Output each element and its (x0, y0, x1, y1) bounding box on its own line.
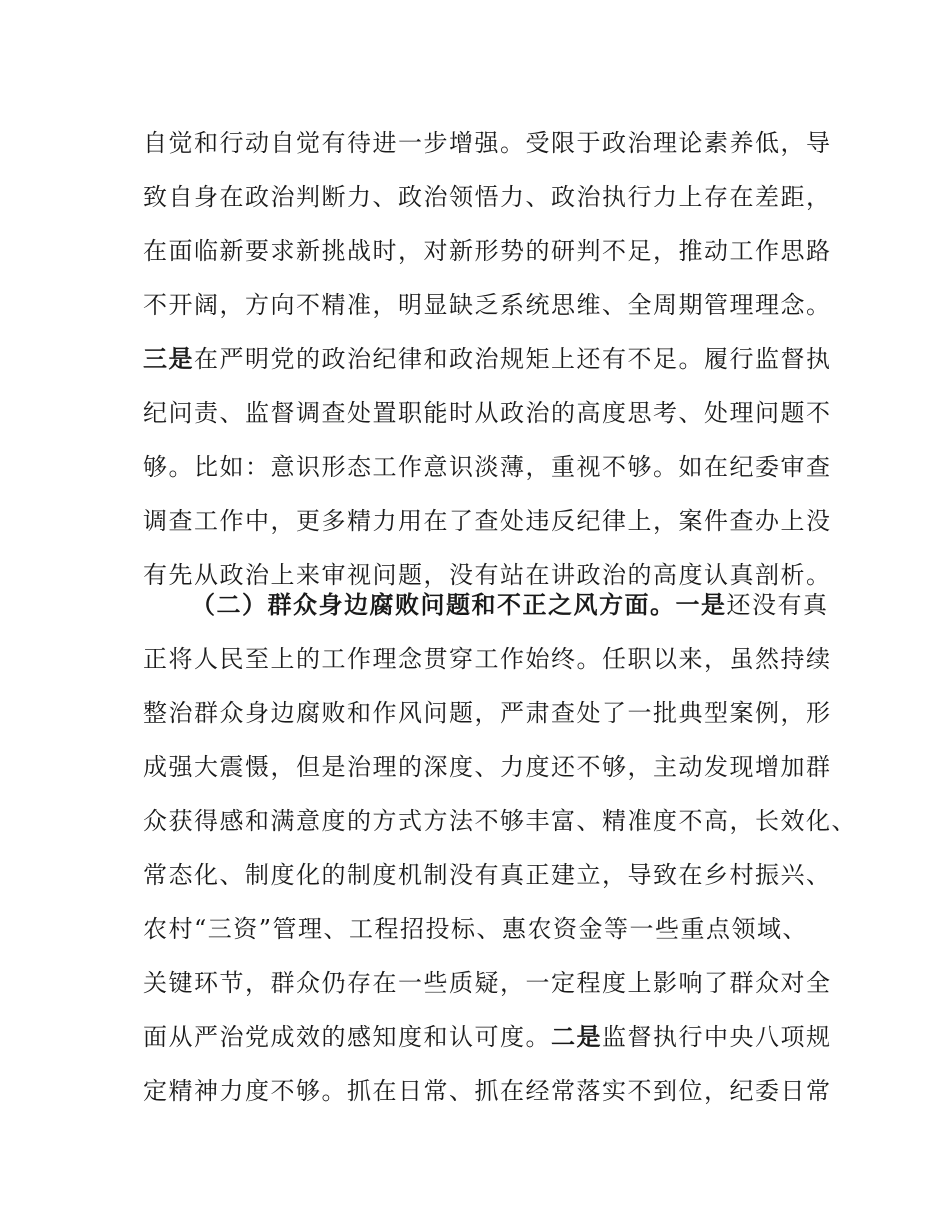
text-line: 关键环节，群众仍存在一些质疑，一定程度上影响了群众对全 (143, 969, 832, 997)
text-line: 致自身在政治判断力、政治领悟力、政治执行力上存在差距， (143, 183, 832, 211)
text-line (143, 332, 833, 386)
text-span: 在严明党的政治纪律和政治规矩上还有不足。履行监督执 (194, 345, 832, 373)
text-line: 众获得感和满意度的方式方法不够丰富、精准度不高，长效化、 (143, 807, 857, 835)
text-line: 调查工作中，更多精力用在了查处违反纪律上，案件查办上没 (143, 507, 832, 535)
text-span: 监督执行中央八项规 (602, 1023, 832, 1051)
text-line: 农村“三资”管理、工程招投标、惠农资金等一些重点领域、 (143, 915, 809, 943)
text-line: 成强大震慑，但是治理的深度、力度还不够，主动发现增加群 (143, 753, 832, 781)
text-line: 纪问责、监督调查处置职能时从政治的高度思考、处理问题不 (143, 399, 832, 427)
text-span: 还没有真 (726, 591, 829, 619)
paragraph-corruption-issues (143, 578, 857, 1118)
text-line: 够。比如：意识形态工作意识淡薄，重视不够。如在纪委审查 (143, 453, 832, 481)
text-line: 正将人民至上的工作理念贯穿工作始终。任职以来，虽然持续 (143, 645, 832, 673)
text-line: 在面临新要求新挑战时，对新形势的研判不足，推动工作思路 (143, 237, 832, 265)
text-line (143, 1010, 833, 1064)
text-line: 常态化、制度化的制度机制没有真正建立，导致在乡村振兴、 (143, 861, 832, 889)
text-line: 定精神力度不够。抓在日常、抓在经常落实不到位，纪委日常 (143, 1077, 832, 1105)
text-line: 有先从政治上来审视问题，没有站在讲政治的高度认真剖析。 (143, 561, 832, 589)
text-line: 不开阔，方向不精准，明显缺乏系统思维、全周期管理理念。 (143, 291, 832, 319)
text-line: 整治群众身边腐败和作风问题，严肃查处了一批典型案例，形 (143, 699, 832, 727)
text-line (143, 578, 833, 632)
bold-marker: 一是 (675, 591, 727, 619)
text-span: 面从严治党成效的感知度和认可度。 (143, 1023, 551, 1051)
text-line: 自觉和行动自觉有待进一步增强。受限于政治理论素养低，导 (143, 129, 832, 157)
bold-marker: 二是 (551, 1023, 602, 1051)
paragraph-political-discipline (143, 116, 833, 602)
bold-marker: 三是 (143, 345, 194, 373)
section-heading: （二）群众身边腐败问题和不正之风方面。 (191, 591, 676, 619)
